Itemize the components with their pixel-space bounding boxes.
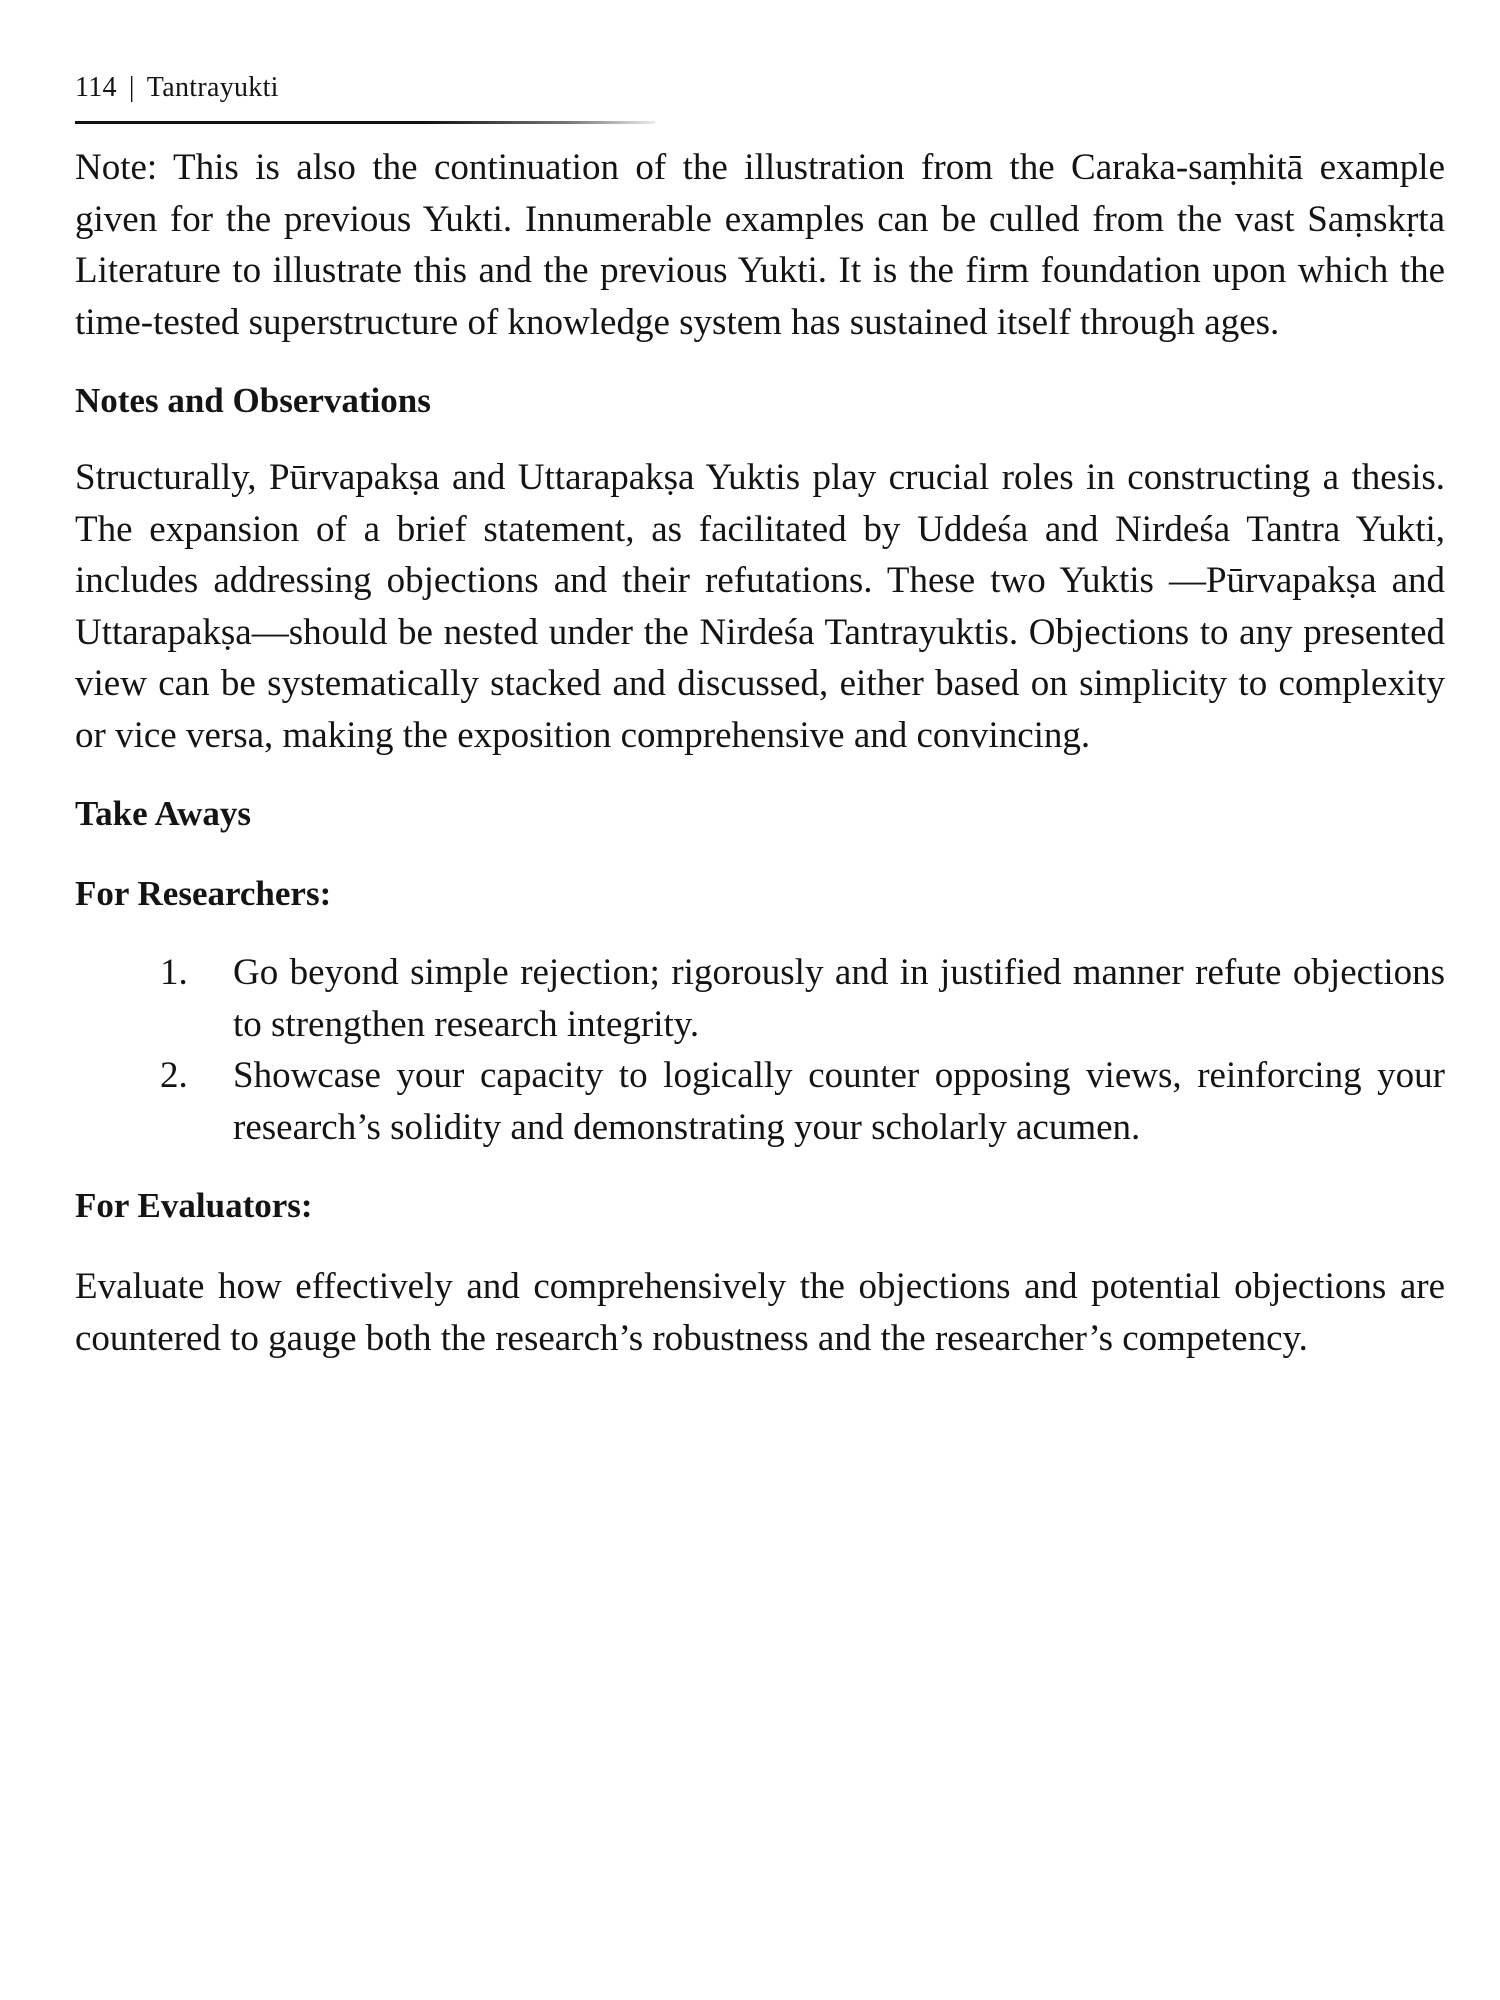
- note-paragraph: Note: This is also the continuation of the illustration from the Caraka-saṃhitā example given for the previous Yukti. Innumerable examples can be culled from the vast Saṃskṛta Literature to illustrate this and the previous Yukti. It is the firm foundation upon which the time-tested superstructure of knowledge system has sustained itself through ages.: [75, 147, 1445, 343]
- researchers-list: [75, 947, 1445, 1153]
- page-number: 114: [75, 72, 117, 103]
- takeaways-heading: Take Aways: [75, 794, 252, 833]
- notes-heading: Notes and Observations: [75, 381, 431, 420]
- list-item-text: Showcase your capacity to logically counter opposing views, reinforcing your research’s solidity and demonstrating your scholarly acumen.: [233, 1055, 1445, 1148]
- page-body: [75, 142, 1445, 1364]
- list-item-number: 1.: [160, 952, 188, 993]
- book-title: Tantrayukti: [146, 72, 279, 103]
- header-separator: |: [128, 72, 135, 103]
- list-item-text: Go beyond simple rejection; rigorously and in justified manner refute objections to strengthen research integrity.: [233, 952, 1445, 1045]
- notes-paragraph: Structurally, Pūrvapakṣa and Uttarapakṣa Yuktis play crucial roles in constructing a thesis. The expansion of a brief statement, as facilitated by Uddeśa and Nirdeśa Tantra Yukti, includes addressing objections and their refutations. These two Yuktis —Pūrvapakṣa and Uttarapakṣa—should be nested under the Nirdeśa Tantrayuktis. Objections to any presented view can be systematically stacked and discussed, either based on simplicity to complexity or vice versa, making the exposition comprehensive and convincing.: [75, 457, 1445, 756]
- list-item: [75, 1050, 1445, 1153]
- list-item: [75, 947, 1445, 1050]
- evaluators-paragraph: Evaluate how effectively and comprehensively the objections and potential objections are countered to gauge both the research’s robustness and the researcher’s competency.: [75, 1266, 1445, 1359]
- list-item-number: 2.: [160, 1055, 188, 1096]
- running-header: [75, 72, 279, 104]
- book-page: [75, 0, 1445, 2000]
- header-rule: [75, 121, 655, 124]
- evaluators-heading: For Evaluators:: [75, 1186, 313, 1225]
- researchers-heading: For Researchers:: [75, 874, 332, 913]
